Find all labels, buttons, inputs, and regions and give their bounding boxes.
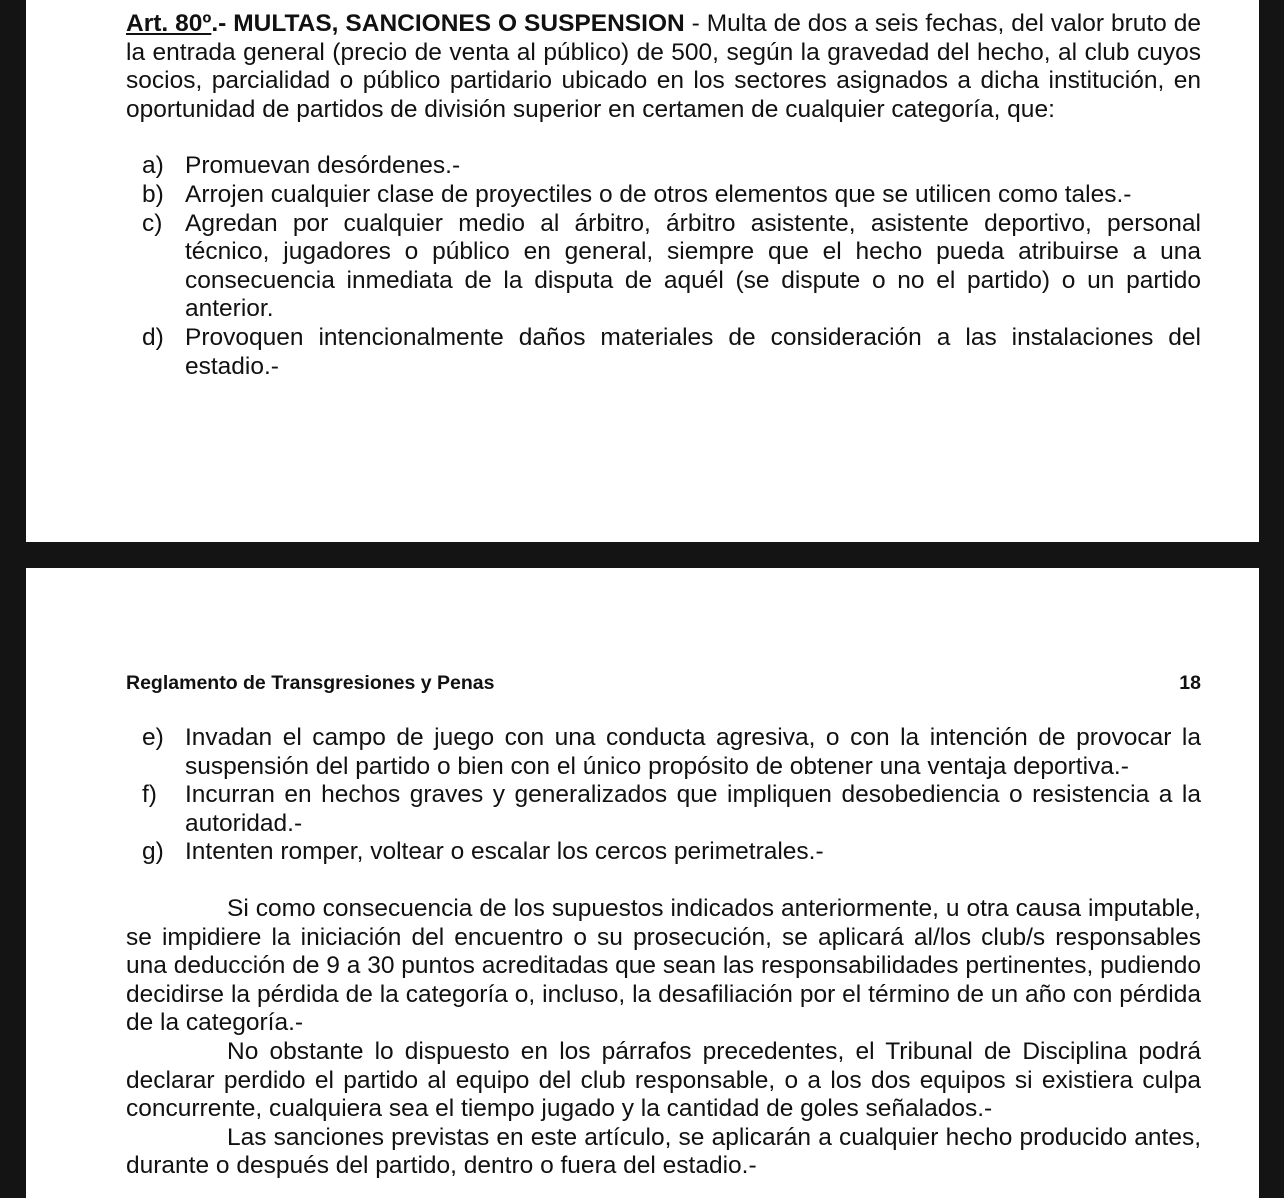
document-page-bottom — [26, 568, 1259, 1198]
item-text: Provoquen intencionalmente daños materiales de consideración a las instalaciones del estadio.- — [185, 323, 1201, 380]
article-number: Art. 80º — [126, 10, 212, 37]
article-body: - Multa de dos a seis fechas, del valor bruto de la entrada general (precio de venta al público) de 500, según la gravedad del hecho, al club cuyos socios, parcialidad o público partidario ubicado en los sectores asignados a dicha institución, en oportunidad de partidos de división superior en certamen de cualquier categoría, que: — [126, 10, 1201, 123]
list-item — [126, 324, 1201, 381]
list-item — [126, 781, 1201, 838]
list-item — [126, 724, 1201, 781]
list-item — [126, 210, 1201, 324]
item-label: e) — [142, 724, 164, 751]
item-label: c) — [142, 209, 163, 237]
item-label: f) — [142, 781, 157, 809]
article-80-intro — [126, 10, 1201, 124]
item-text: Arrojen cualquier clase de proyectiles o de otros elementos que se utilicen como tales.- — [185, 180, 1132, 208]
item-text: Intenten romper, voltear o escalar los cercos perimetrales.- — [185, 838, 824, 866]
item-text: Promuevan desórdenes.- — [185, 152, 461, 180]
article-title: .- MULTAS, SANCIONES O SUSPENSION — [211, 10, 685, 37]
page-content — [126, 724, 1201, 1181]
paragraph: Si como consecuencia de los supuestos indicados anteriormente, u otra causa imputable, se impidiere la iniciación del encuentro o su prosecución, se aplicará al/los club/s responsables una deducción de 9 a 30 puntos acreditadas que sean las responsabilidades pertinentes, pudiendo decidirse la pérdida de la categoría o, incluso, la desafiliación por el término de un año con pérdida de la categoría.- — [126, 894, 1201, 1037]
infraction-list-bottom — [126, 724, 1201, 867]
item-text: Agredan por cualquier medio al árbitro, árbitro asistente, asistente deportivo, personal técnico, jugadores o público en general, siempre que el hecho pueda atribuirse a una consecuencia inmediata de la disputa de aquél (se dispute o no el partido) o un partido anterior. — [185, 209, 1201, 323]
page-content — [126, 10, 1201, 381]
spacer — [126, 867, 1201, 895]
document-title: Reglamento de Transgresiones y Penas — [126, 672, 495, 694]
list-item — [126, 181, 1201, 210]
item-text: Invadan el campo de juego con una conducta agresiva, o con la intención de provocar la suspensión del partido o bien con el único propósito de obtener una ventaja deportiva.- — [185, 724, 1201, 780]
paragraph: Las sanciones previstas en este artículo, se aplicarán a cualquier hecho producido antes, durante o después del partido, dentro o fuera del estadio.- — [126, 1123, 1201, 1180]
document-page-top — [26, 0, 1259, 542]
running-header — [126, 672, 1201, 695]
infraction-list-top — [126, 152, 1201, 381]
item-label: g) — [142, 838, 164, 866]
list-item — [126, 838, 1201, 867]
item-label: a) — [142, 152, 164, 180]
item-text: Incurran en hechos graves y generalizados que impliquen desobediencia o resistencia a la autoridad.- — [185, 781, 1201, 837]
item-label: d) — [142, 323, 164, 351]
article-heading — [126, 10, 685, 37]
page-number: 18 — [1179, 672, 1201, 694]
list-item — [126, 152, 1201, 181]
item-label: b) — [142, 180, 164, 208]
paragraph: No obstante lo dispuesto en los párrafos precedentes, el Tribunal de Disciplina podrá declarar perdido el partido al equipo del club responsable, o a los dos equipos si existiera culpa concurrente, cualquiera sea el tiempo jugado y la cantidad de goles señalados.- — [126, 1037, 1201, 1123]
